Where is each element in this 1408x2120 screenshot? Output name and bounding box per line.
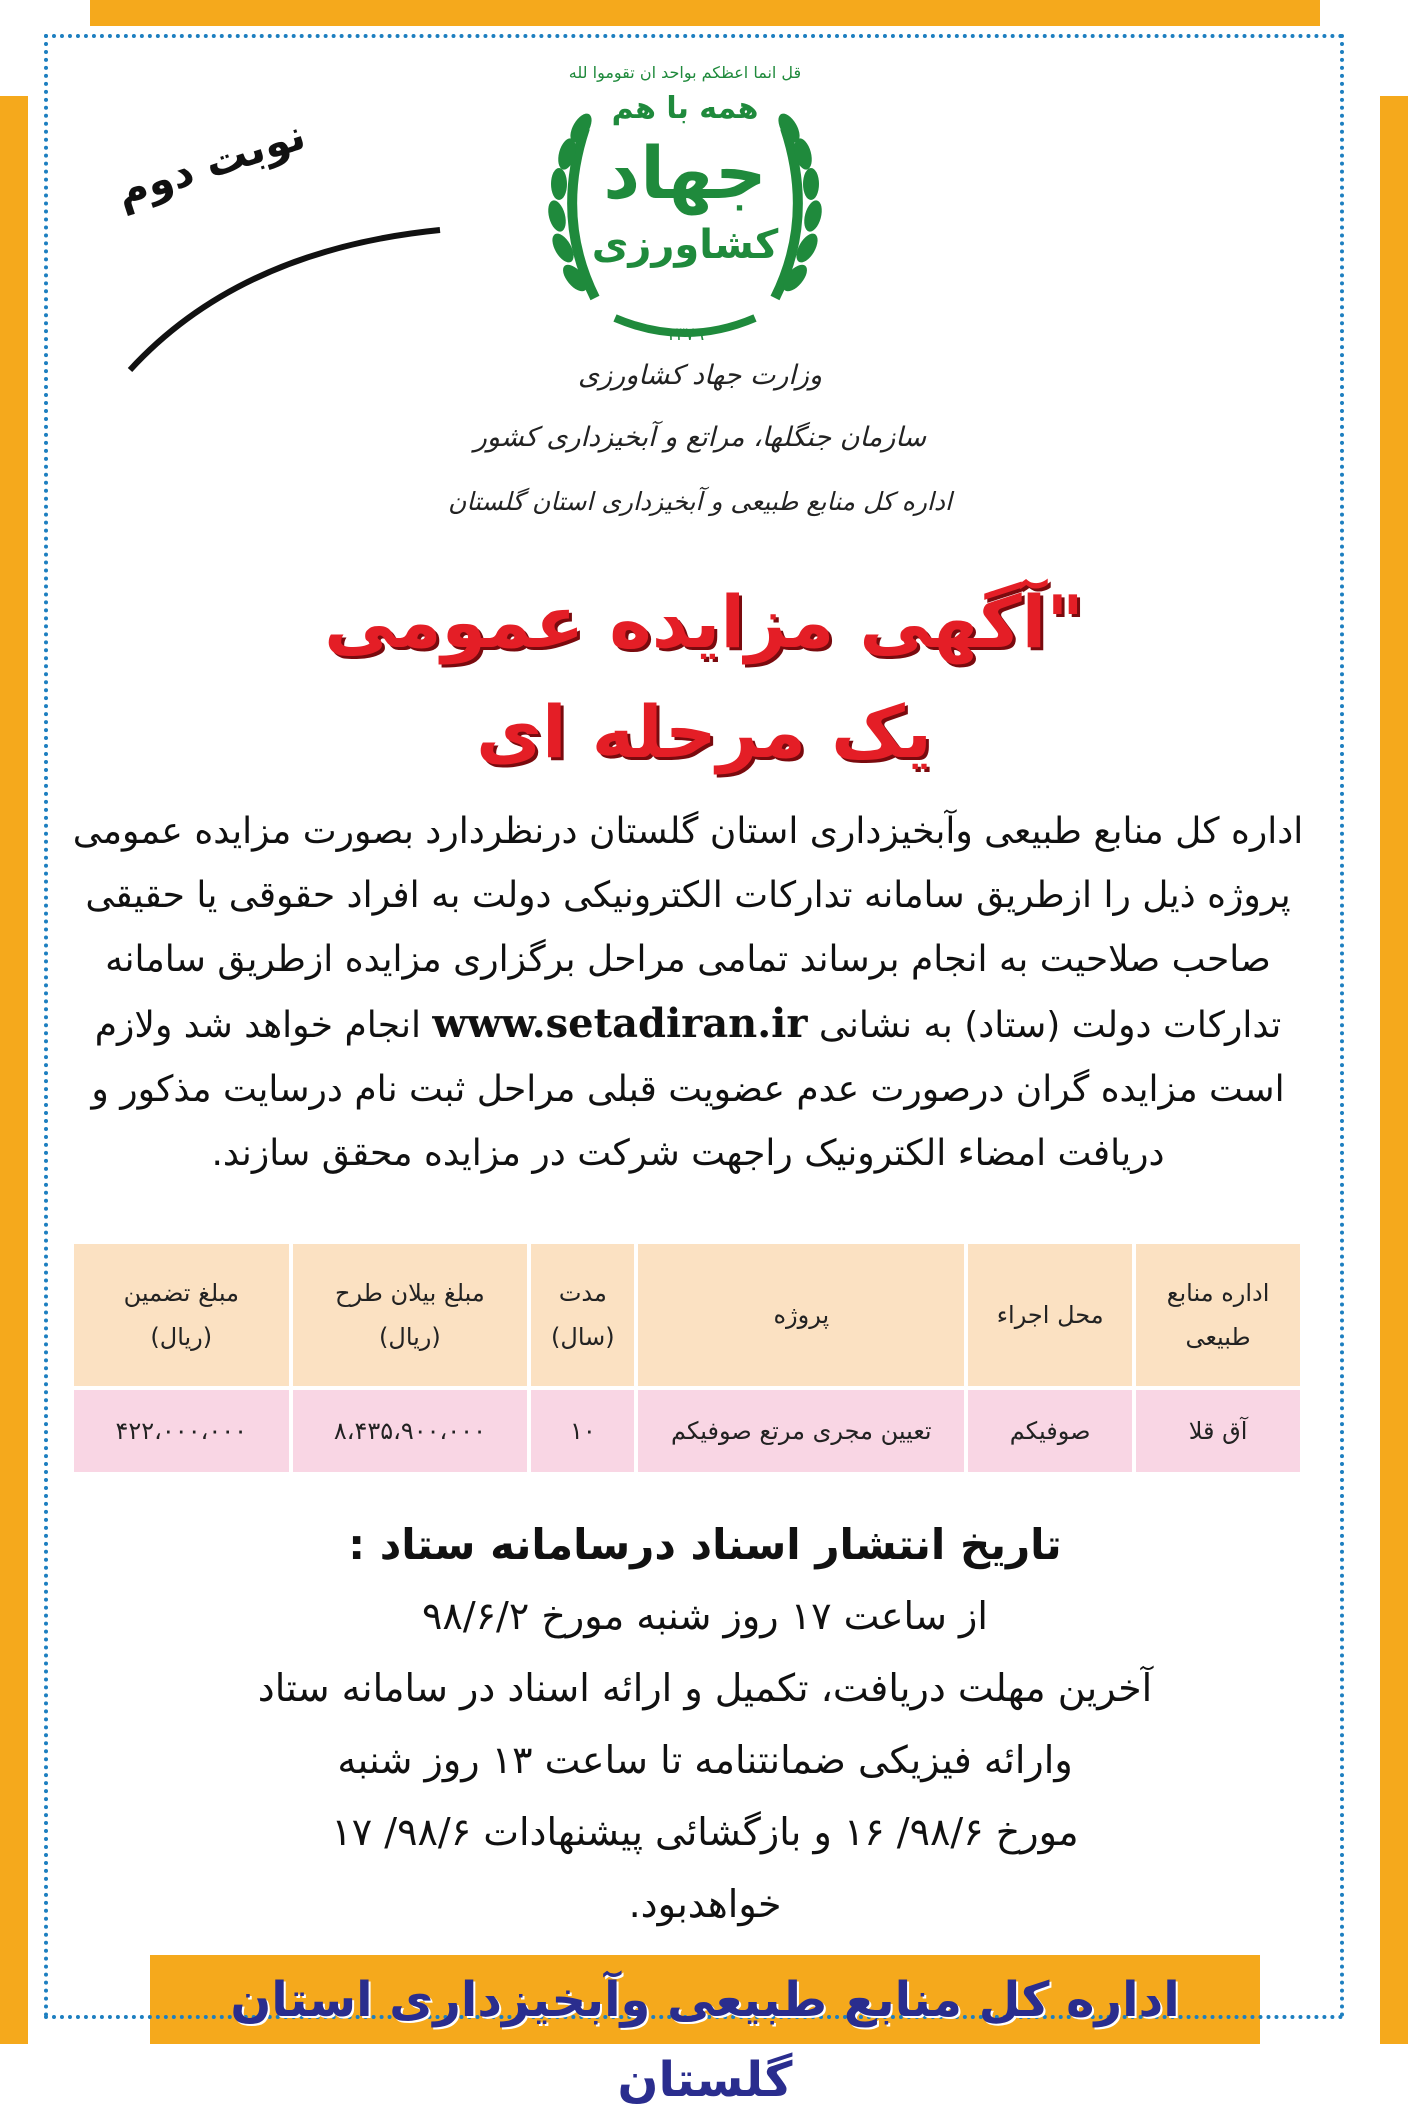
decorative-curve xyxy=(120,210,450,380)
dates-line-1: از ساعت ۱۷ روز شنبه مورخ ۹۸/۶/۲ xyxy=(422,1594,988,1638)
cell-guarantee: ۴۲۲،۰۰۰،۰۰۰ xyxy=(74,1390,289,1472)
body-before-url: اداره کل منابع طبیعی وآبخیزداری استان گلستان درنظردارد بصورت مزایده عمومی پروژه ذیل را ازطریق سامانه تدارکات الکترونیکی دولت به افراد حقوقی یا حقیقی صاحب صلاحیت به انجام برساند تمامی مراحل برگزاری مزایده ازطریق سامانه تدارکات دولت (ستاد) به نشانی xyxy=(72,811,1304,1046)
cell-location: صوفیکم xyxy=(968,1390,1132,1472)
header-balance-unit: (ریال) xyxy=(379,1323,441,1351)
header-balance xyxy=(293,1244,528,1386)
right-orange-band xyxy=(1380,96,1408,2044)
announcement-body xyxy=(58,800,1318,1186)
header-duration-unit: (سال) xyxy=(551,1323,615,1351)
cell-balance: ۸،۴۳۵،۹۰۰،۰۰۰ xyxy=(293,1390,528,1472)
ministry-line-2: سازمان جنگلها، مراتع و آبخیزداری کشور xyxy=(473,422,927,453)
top-orange-band xyxy=(90,0,1320,26)
logo-top-text: همه با هم xyxy=(611,91,759,126)
dates-line-3: وارائه فیزیکی ضمانتنامه تا ساعت ۱۳ روز شنبه xyxy=(337,1738,1073,1782)
header-project: پروژه xyxy=(638,1244,964,1386)
header-balance-label: مبلغ بیلان طرح xyxy=(335,1279,485,1307)
logo-sub-text: کشاورزی xyxy=(591,222,779,268)
dates-line-2: آخرین مهلت دریافت، تکمیل و ارائه اسناد در سامانه ستاد xyxy=(257,1666,1153,1710)
dates-heading: تاریخ انتشار اسناد درسامانه ستاد : xyxy=(348,1520,1062,1569)
round-label: نوبت دوم xyxy=(110,109,311,217)
footer-banner: اداره کل منابع طبیعی وآبخیزداری استان گلستان xyxy=(230,1972,1180,2108)
header-duration-label: مدت xyxy=(558,1279,607,1307)
left-orange-band xyxy=(0,96,28,2044)
title-line-1: "آگهی مزایده عمومی xyxy=(324,580,1084,664)
header-office: اداره منابع طبیعی xyxy=(1136,1244,1300,1386)
table-row xyxy=(74,1390,1300,1472)
header-duration xyxy=(531,1244,634,1386)
logo-arc-text: قل انما اعظکم بواحد ان تقوموا لله xyxy=(568,63,802,82)
header-location: محل اجراء xyxy=(968,1244,1132,1386)
dates-line-4: مورخ ۹۸/۶/ ۱۶ و بازگشائی پیشنهادات ۹۸/۶/ ۱۷ xyxy=(331,1810,1079,1854)
table-header-row xyxy=(74,1244,1300,1386)
header-guarantee-label: مبلغ تضمین xyxy=(123,1279,239,1307)
body-after-url: انجام خواهد شد ولازم است مزایده گران درصورت عدم عضویت قبلی مراحل ثبت نام درسایت مذکور و دریافت امضاء الکترونیک راجهت شرکت در مزایده محقق سازند. xyxy=(91,1005,1285,1174)
ministry-line-1: وزارت جهاد کشاورزی xyxy=(577,360,822,391)
cell-office: آق قلا xyxy=(1136,1390,1300,1472)
cell-duration: ۱۰ xyxy=(531,1390,634,1472)
title-line-2: یک مرحله ای xyxy=(476,690,932,774)
logo-year: ۱۳۷۹ xyxy=(665,324,705,345)
header-guarantee xyxy=(74,1244,289,1386)
logo-main-text: جهاد xyxy=(603,131,767,215)
website-url[interactable]: www.setadiran.ir xyxy=(432,1000,808,1047)
jihad-keshavarzi-logo xyxy=(525,48,845,348)
auction-table xyxy=(70,1240,1304,1476)
ministry-line-3: اداره کل منابع طبیعی و آبخیزداری استان گلستان xyxy=(448,487,952,516)
dates-section xyxy=(60,1510,1350,1940)
dates-line-5: خواهدبود. xyxy=(628,1882,782,1926)
cell-project: تعیین مجری مرتع صوفیکم xyxy=(638,1390,964,1472)
header-guarantee-unit: (ریال) xyxy=(150,1323,213,1351)
